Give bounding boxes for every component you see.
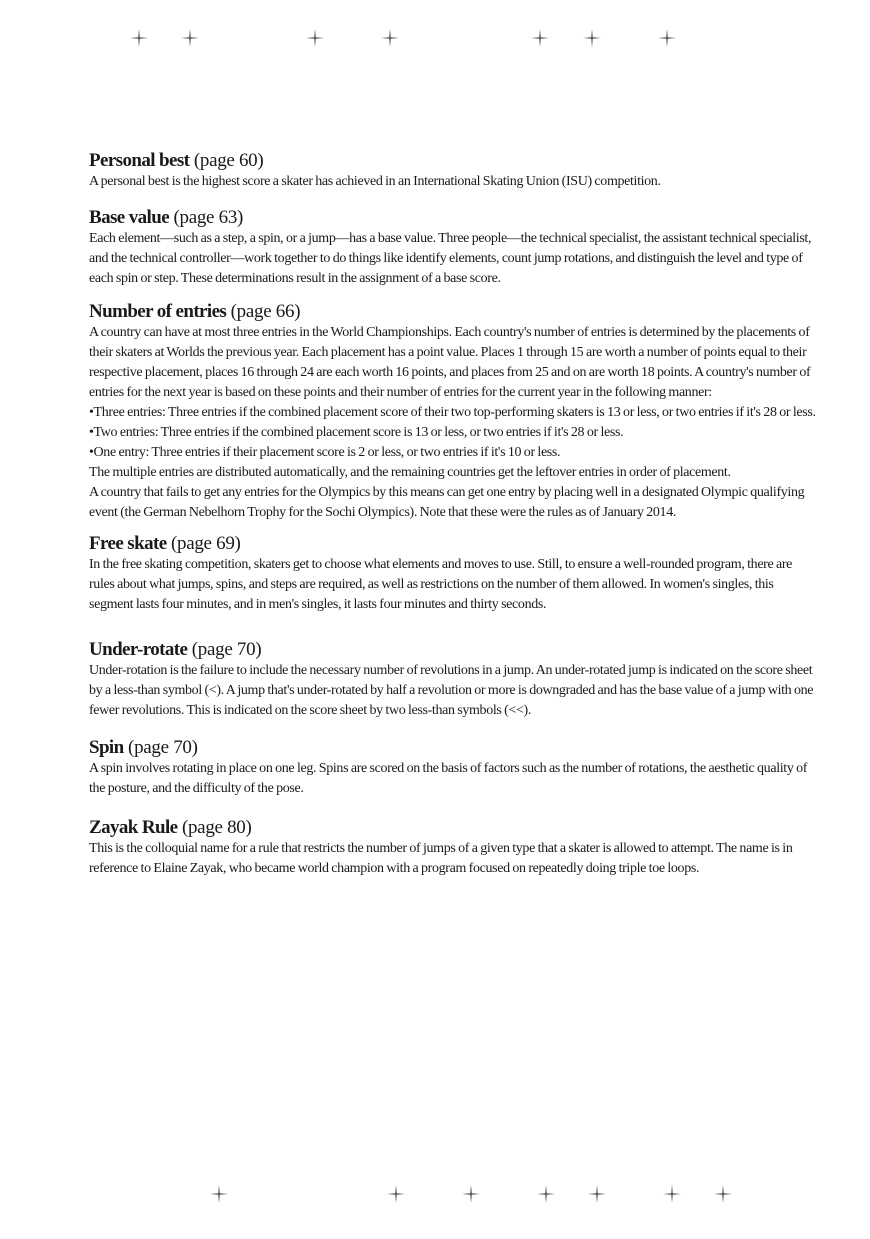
entry-page-ref: (page 80) bbox=[181, 817, 252, 838]
sparkle-icon bbox=[130, 29, 148, 47]
entry-term: Zayak Rule bbox=[89, 817, 178, 838]
entry-page-ref: (page 69) bbox=[171, 533, 241, 554]
entry-page-ref: (page 60) bbox=[193, 150, 264, 171]
entry-heading bbox=[89, 817, 817, 839]
entry-definition: Each element—such as a step, a spin, or a jump—has a base value. Three people—the technical specialist, the assistant technical specialist, and the technical controller—work together to do things like identify elements, count jump rotations, and distinguish the level and type of each spin or step. These determinations result in the assignment of a base score. bbox=[89, 231, 812, 286]
entry-page-ref: (page 63) bbox=[173, 207, 244, 228]
entry-term: Personal best bbox=[89, 150, 190, 171]
entry-term: Spin bbox=[89, 737, 124, 758]
entry-definition: A personal best is the highest score a skater has achieved in an International Skating Union (ISU) competition. bbox=[89, 174, 661, 189]
glossary-entry-under-rotate bbox=[89, 639, 817, 721]
sparkle-icon bbox=[462, 1185, 480, 1203]
glossary-content bbox=[89, 150, 817, 895]
entry-definition: In the free skating competition, skaters get to choose what elements and moves to use. Still, to ensure a well-rounded program, there are rules about what jumps, spins, and steps are required, as well as restrictions on the number of them allowed. In women's singles, this segment lasts four minutes, and in men's singles, it lasts four minutes and thirty seconds. bbox=[89, 557, 793, 612]
entry-heading bbox=[89, 737, 817, 759]
entry-page-ref: (page 70) bbox=[128, 737, 198, 758]
entry-definition: A spin involves rotating in place on one leg. Spins are scored on the basis of factors such as the number of rotations, the aesthetic quality of the posture, and the difficulty of the pose. bbox=[89, 761, 808, 796]
glossary-entry-spin bbox=[89, 737, 817, 799]
sparkle-icon bbox=[387, 1185, 405, 1203]
sparkle-icon bbox=[588, 1185, 606, 1203]
entry-paragraph: A country that fails to get any entries for the Olympics by this means can get one entry by placing well in a designated Olympic qualifying event (the German Nebelhorn Trophy for the Sochi Olympics). Note that these were the rules as of January 2014. bbox=[89, 485, 805, 520]
entry-page-ref: (page 70) bbox=[191, 639, 262, 660]
entry-heading bbox=[89, 639, 817, 661]
sparkle-icon bbox=[306, 29, 324, 47]
entry-definition: Under-rotation is the failure to include the necessary number of revolutions in a jump. An under-rotated jump is indicated on the score sheet by a less-than symbol (<). A jump that's under-rotated by half a revolution or more is downgraded and has the base value of a jump with one fewer revolutions. This is indicated on the score sheet by two less-than symbols (<<). bbox=[89, 663, 814, 718]
sparkle-icon bbox=[381, 29, 399, 47]
entry-paragraph: The multiple entries are distributed automatically, and the remaining countries get the leftover entries in order of placement. bbox=[89, 465, 731, 480]
glossary-entry-personal-best bbox=[89, 150, 817, 192]
entry-term: Number of entries bbox=[89, 301, 227, 322]
glossary-entry-number-of-entries bbox=[89, 301, 817, 523]
entry-term: Free skate bbox=[89, 533, 167, 554]
entry-definition: This is the colloquial name for a rule that restricts the number of jumps of a given type that a skater is allowed to attempt. The name is in reference to Elaine Zayak, who became world champion with a program focused on repeatedly doing triple toe loops. bbox=[89, 841, 793, 876]
entry-bullet-two: •Two entries: Three entries if the combined placement score is 13 or less, or two entries if it's 28 or less. bbox=[89, 425, 624, 440]
entry-page-ref: (page 66) bbox=[230, 301, 301, 322]
entry-bullet-three: •Three entries: Three entries if the combined placement score of their two top-performing skaters is 13 or less, or two entries if it's 28 or less. bbox=[89, 405, 816, 420]
entry-bullet-one: •One entry: Three entries if their placement score is 2 or less, or two entries if it's 10 or less. bbox=[89, 445, 561, 460]
entry-heading bbox=[89, 301, 817, 323]
entry-definition: A country can have at most three entries in the World Championships. Each country's number of entries is determined by the placements of their skaters at Worlds the previous year. Each placement has a point value. Places 1 through 15 are worth a number of points equal to their respective placement, places 16 through 24 are each worth 16 points, and places from 25 and on are worth 18 points. A country's number of entries for the next year is based on these points and their number of entries for the current year in the following manner: bbox=[89, 325, 811, 400]
entry-heading bbox=[89, 207, 817, 229]
top-sparkle-border bbox=[0, 29, 870, 49]
sparkle-icon bbox=[663, 1185, 681, 1203]
entry-term: Under-rotate bbox=[89, 639, 188, 660]
sparkle-icon bbox=[181, 29, 199, 47]
sparkle-icon bbox=[658, 29, 676, 47]
glossary-entry-free-skate bbox=[89, 533, 817, 615]
sparkle-icon bbox=[531, 29, 549, 47]
glossary-entry-base-value bbox=[89, 207, 817, 289]
entry-heading bbox=[89, 533, 817, 555]
sparkle-icon bbox=[537, 1185, 555, 1203]
sparkle-icon bbox=[583, 29, 601, 47]
entry-term: Base value bbox=[89, 207, 170, 228]
entry-heading bbox=[89, 150, 817, 172]
sparkle-icon bbox=[210, 1185, 228, 1203]
sparkle-icon bbox=[714, 1185, 732, 1203]
glossary-entry-zayak-rule bbox=[89, 817, 817, 879]
bottom-sparkle-border bbox=[0, 1185, 870, 1205]
